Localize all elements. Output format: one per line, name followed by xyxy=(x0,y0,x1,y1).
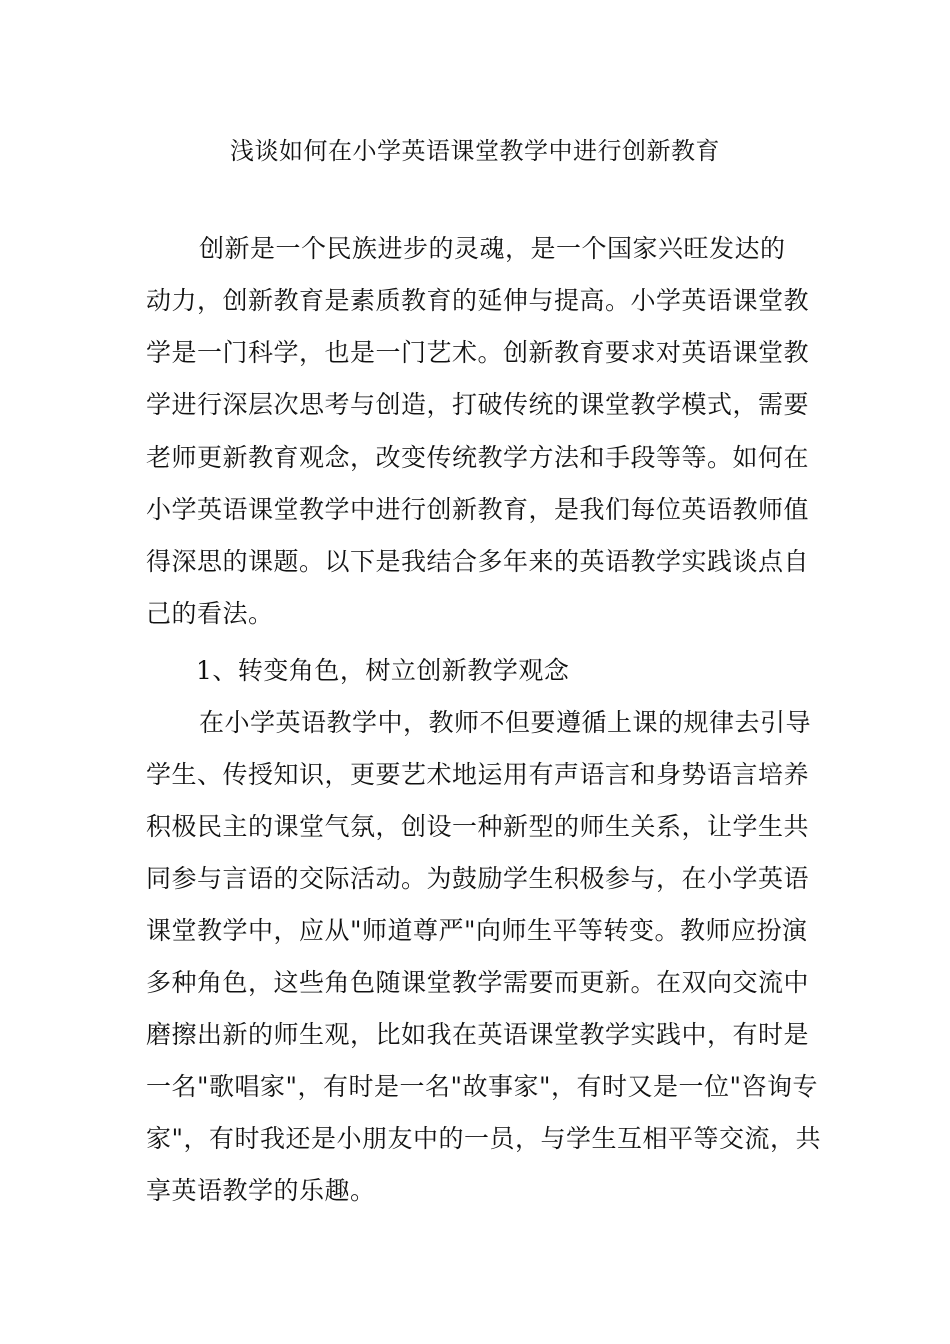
paragraph-2-line-9: 家"，有时我还是小朋友中的一员，与学生互相平等交流，共 xyxy=(146,1124,822,1153)
paragraph-1-line-8: 己的看法。 xyxy=(146,599,274,628)
paragraph-1-line-4: 学进行深层次思考与创造，打破传统的课堂教学模式，需要 xyxy=(146,390,810,419)
paragraph-2-line-5: 课堂教学中，应从"师道尊严"向师生平等转变。教师应扮演 xyxy=(146,916,808,945)
paragraph-2-line-6: 多种角色，这些角色随课堂教学需要而更新。在双向交流中 xyxy=(146,968,810,997)
paragraph-2-line-8: 一名"歌唱家"，有时是一名"故事家"，有时又是一位"咨询专 xyxy=(146,1072,818,1101)
paragraph-1-line-6: 小学英语课堂教学中进行创新教育，是我们每位英语教师值 xyxy=(146,495,810,524)
paragraph-2-line-2: 学生、传授知识，更要艺术地运用有声语言和身势语言培养 xyxy=(146,760,810,789)
section-1-heading: 1、转变角色，树立创新教学观念 xyxy=(196,656,570,685)
paragraph-2-line-7: 磨擦出新的师生观，比如我在英语课堂教学实践中，有时是 xyxy=(146,1020,810,1049)
paragraph-2-line-10: 享英语教学的乐趣。 xyxy=(146,1176,376,1205)
paragraph-2-line-4: 同参与言语的交际活动。为鼓励学生积极参与，在小学英语 xyxy=(146,864,810,893)
paragraph-2-line-3: 积极民主的课堂气氛，创设一种新型的师生关系，让学生共 xyxy=(146,812,810,841)
paragraph-1-line-3: 学是一门科学，也是一门艺术。创新教育要求对英语课堂教 xyxy=(146,338,810,367)
paragraph-1-line-7: 得深思的课题。以下是我结合多年来的英语教学实践谈点自 xyxy=(146,547,810,576)
paragraph-1-line-5: 老师更新教育观念，改变传统教学方法和手段等等。如何在 xyxy=(146,443,810,472)
paragraph-2-line-1: 在小学英语教学中，教师不但要遵循上课的规律去引导 xyxy=(199,708,812,737)
paragraph-1-line-1: 创新是一个民族进步的灵魂，是一个国家兴旺发达的 xyxy=(199,234,786,263)
document-title: 浅谈如何在小学英语课堂教学中进行创新教育 xyxy=(230,137,720,165)
paragraph-1-line-2: 动力，创新教育是素质教育的延伸与提高。小学英语课堂教 xyxy=(146,286,810,315)
